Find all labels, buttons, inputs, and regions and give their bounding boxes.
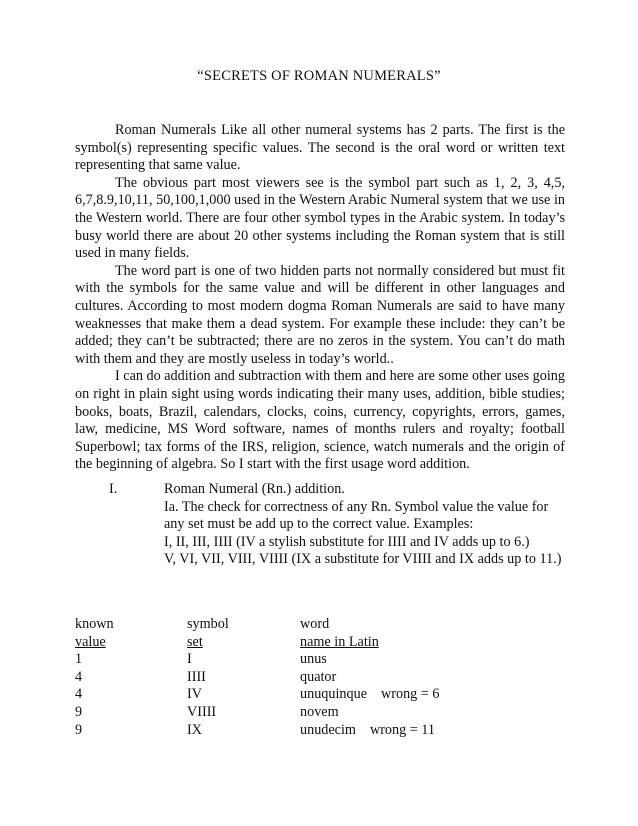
paragraph-3: The word part is one of two hidden parts not normally considered but must fit with the symbols for the same value and will be different in other languages and cultures. According to most modern dogma Roman Numerals are said to have many weaknesses that make them a dead system. For example these include: they can’t be added; they can’t be subtracted; there are no zeros in the system. You can’t do math with them and they are mostly useless in today’s world.. <box>75 262 565 367</box>
paragraph-2: The obvious part most viewers see is the symbol part such as 1, 2, 3, 4,5, 6,7,8.9,10,11, 50,100,1,000 used in the Western Arabic Numeral system that we use in the Western world. There are four other symbol types in the Arabic system. In today’s busy world there are about 20 other systems including the Roman system that is still used in many fields. <box>75 174 565 262</box>
table-row <box>75 686 495 704</box>
row-word <box>300 669 336 687</box>
row-symbol: VIIII <box>187 703 217 720</box>
outline-lines <box>164 481 569 569</box>
document-title: “SECRETS OF ROMAN NUMERALS” <box>197 68 441 84</box>
table-row <box>75 722 495 740</box>
row-word-text: unuquinque <box>300 686 367 703</box>
row-word-text: novem <box>300 703 339 720</box>
header-name-in-latin: name in Latin <box>300 633 379 650</box>
outline-line-4: V, VI, VII, VIII, VIIII (IX a substitute for VIIII and IX adds up to 11.) <box>164 551 562 568</box>
row-value: 1 <box>75 651 83 668</box>
header-known: known <box>75 616 114 632</box>
row-word-text: quator <box>300 668 337 685</box>
table-row <box>75 704 495 722</box>
row-value: 9 <box>75 721 83 738</box>
row-symbol: IIII <box>187 668 206 685</box>
numeral-table <box>75 616 495 739</box>
outline-line-2: any set must be add up to the correct value. Examples: <box>164 516 474 533</box>
paragraph-4: I can do addition and subtraction with them and here are some other uses going on right in plain sight using words indicating their many uses, addition, bible studies; books, boats, Brazil, calendars, clocks, coins, currency, copyrights, errors, games, law, medicine, MS Word software, names of months rulers and royalty; football Superbowl; tax forms of the IRS, religion, science, watch numerals and the origin of the beginning of algebra. So I start with the first usage word addition. <box>75 368 565 473</box>
row-symbol: IX <box>187 721 202 738</box>
row-word-text: unudecim <box>300 721 356 738</box>
outline-numeral: I. <box>109 481 118 497</box>
header-value: value <box>75 633 106 650</box>
header-symbol: symbol <box>187 616 229 632</box>
table-row <box>75 669 495 687</box>
row-word <box>300 704 339 722</box>
row-word-text: unus <box>300 651 327 668</box>
outline-line-1: Ia. The check for correctness of any Rn. Symbol value the value for <box>164 498 549 515</box>
row-note: wrong = 6 <box>381 686 440 703</box>
row-word <box>300 722 435 740</box>
row-word <box>300 651 327 669</box>
body-text <box>75 122 565 474</box>
row-value: 9 <box>75 703 83 720</box>
outline-line-3: I, II, III, IIII (IV a stylish substitute for IIII and IV adds up to 6.) <box>164 533 530 550</box>
row-word <box>300 686 439 704</box>
paragraph-1: Roman Numerals Like all other numeral systems has 2 parts. The first is the symbol(s) representing specific values. The second is the oral word or written text representing that same value. <box>75 122 565 174</box>
row-value: 4 <box>75 686 83 703</box>
header-word: word <box>300 616 330 632</box>
table-row <box>75 651 495 669</box>
table-header-row <box>75 616 495 634</box>
table-header-row-2 <box>75 634 495 652</box>
row-note: wrong = 11 <box>369 721 435 738</box>
row-symbol: IV <box>187 686 202 703</box>
row-symbol: I <box>187 651 192 668</box>
outline-heading: Roman Numeral (Rn.) addition. <box>164 481 345 497</box>
row-value: 4 <box>75 668 83 685</box>
header-set: set <box>187 633 203 650</box>
